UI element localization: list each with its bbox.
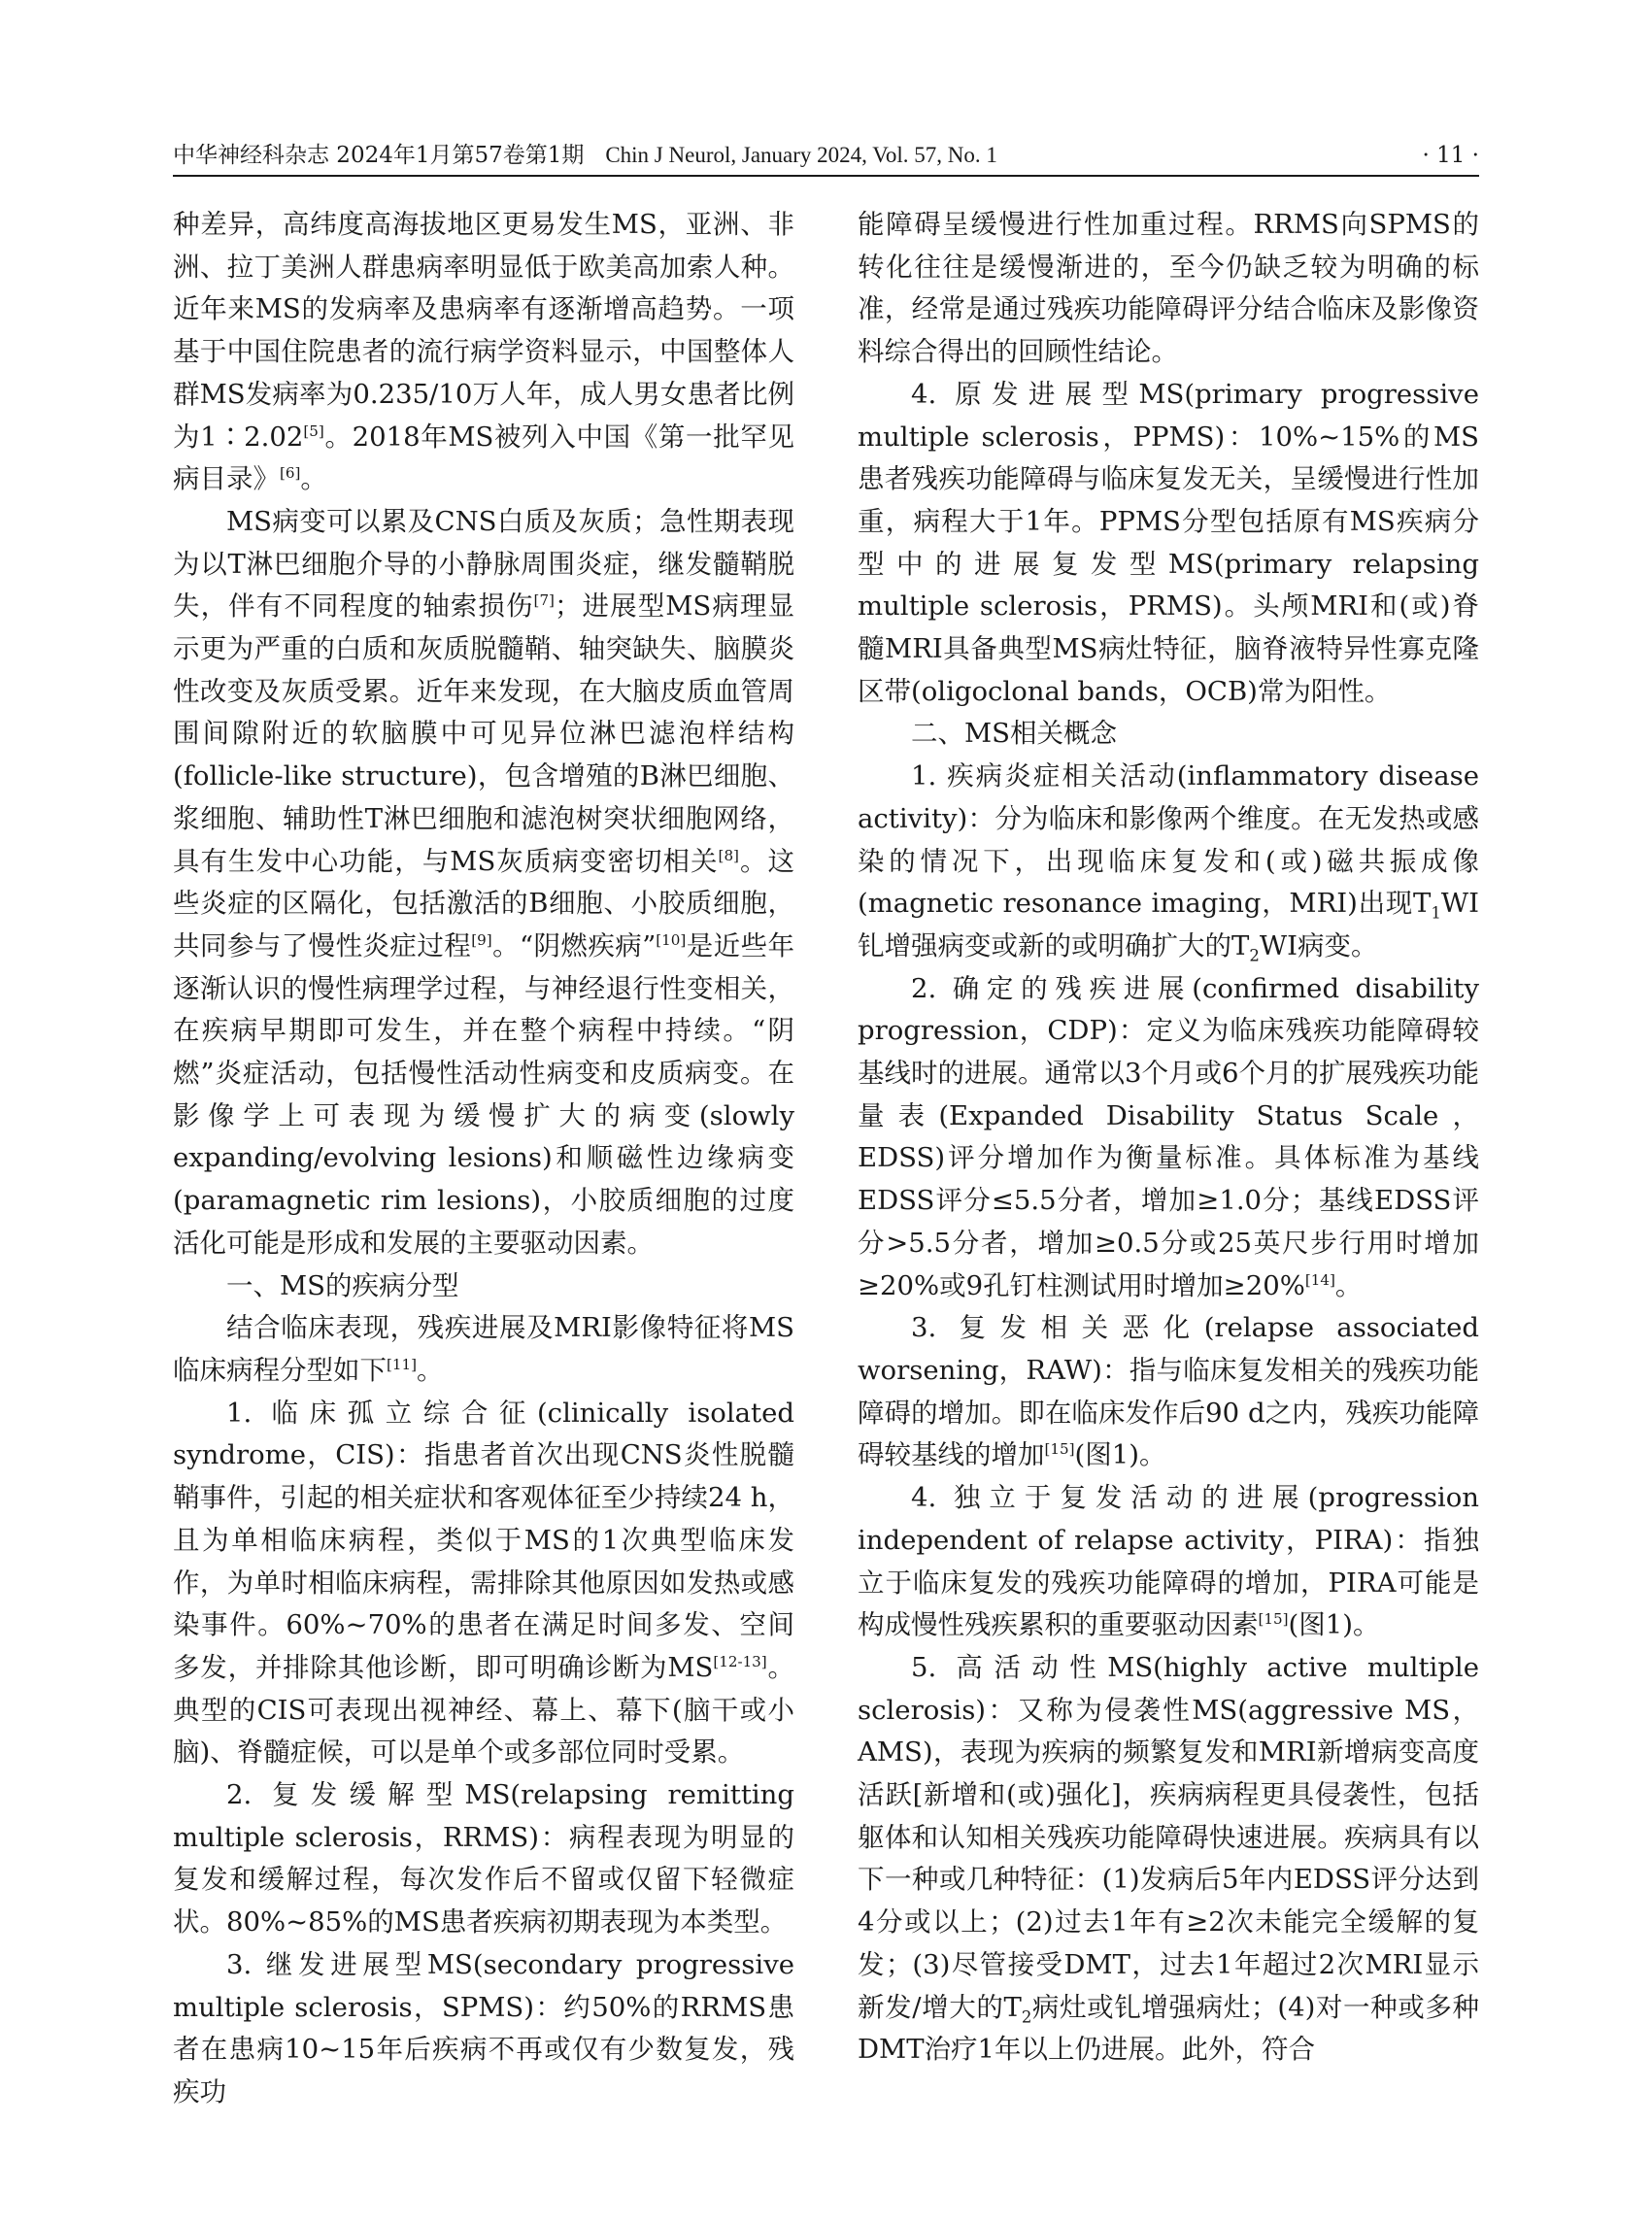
- citation: [15]: [1258, 1610, 1289, 1629]
- paragraph: [173, 1393, 794, 1774]
- text-run: 1. 临床孤立综合征(clinically isolated syndrome，CIS)：指患者首次出现CNS炎性脱髓鞘事件，引起的相关症状和客观体征至少持续24 h，且为单相临床病程，类似于MS的1次典型临床发作，为单时相临床病程，需排除其他原因如发热或感染事件。60%~70%的患者在满足时间多发、空间多发，并排除其他诊断，即可明确诊断为MS: [173, 1397, 794, 1683]
- paragraph: [858, 1477, 1479, 1647]
- citation: [6]: [280, 464, 301, 483]
- paragraph: [173, 501, 794, 1265]
- paragraph: [858, 1307, 1479, 1477]
- paragraph: [173, 1307, 794, 1392]
- text-run: 5. 高活动性MS(highly active multiple sclerosis)：又称为侵袭性MS(aggressive MS，AMS)，表现为疾病的频繁复发和MRI新增病变高度活跃[新增和(或)强化]，疾病病程更具侵袭性，包括躯体和认知相关残疾功能障碍快速进展。疾病具有以下一种或几种特征：(1)发病后5年内EDSS评分达到4分或以上；(2)过去1年有≥2次未能完全缓解的复发；(3)尽管接受DMT，过去1年超过2次MRI显示新发/增大的T: [858, 1651, 1479, 2023]
- running-header: [173, 136, 1479, 175]
- citation: [11]: [387, 1355, 418, 1373]
- text-run: 4. 独立于复发活动的进展(progression independent of relapse activity，PIRA)：指独立于临床复发的残疾功能障碍的增加，PIRA可能是构成慢性残疾累积的重要驱动因素: [858, 1482, 1479, 1641]
- header-journal-cn: 中华神经科杂志 2024年1月第57卷第1期: [173, 143, 585, 168]
- citation: [7]: [533, 591, 555, 610]
- text-run: MS病变可以累及CNS白质及灰质；急性期表现为以T淋巴细胞介导的小静脉周围炎症，继发髓鞘脱失，伴有不同程度的轴索损伤: [173, 505, 794, 623]
- text-run: 3. 复发相关恶化(relapse associated worsening，RAW)：指与临床复发相关的残疾功能障碍的增加。即在临床发作后90 d之内，残疾功能障碍较基线的增加: [858, 1312, 1479, 1471]
- text-run: (图1)。: [1074, 1439, 1166, 1471]
- text-run: (图1)。: [1288, 1609, 1380, 1641]
- left-column: [173, 204, 794, 2114]
- text-run: 。典型的CIS可表现出视神经、幕上、幕下(脑干或小脑)、脊髓症候，可以是单个或多部位同时受累。: [173, 1651, 794, 1769]
- subscript: 2: [1021, 2007, 1032, 2027]
- citation: [9]: [471, 930, 492, 949]
- header-journal-info: [173, 136, 997, 175]
- right-column: [858, 204, 1479, 2114]
- subscript: 1: [1431, 903, 1441, 923]
- paragraph: [173, 204, 794, 501]
- citation: [14]: [1304, 1270, 1335, 1289]
- text-run: 种差异，高纬度高海拔地区更易发生MS，亚洲、非洲、拉丁美洲人群患病率明显低于欧美高加索人种。近年来MS的发病率及患病率有逐渐增高趋势。一项基于中国住院患者的流行病学资料显示，中国整体人群MS发病率为0.235/10万人年，成人男女患者比例为1∶2.02: [173, 209, 794, 453]
- header-journal-en: Chin J Neurol, January 2024, Vol. 57, No. 1: [605, 143, 997, 167]
- paragraph: [858, 1647, 1479, 2072]
- text-run: 。“阴燃疾病”: [491, 929, 657, 961]
- paragraph: [858, 968, 1479, 1308]
- text-run: 是近些年逐渐认识的慢性病理学过程，与神经退行性变相关，在疾病早期即可发生，并在整个病程中持续。“阴燃”炎症活动，包括慢性活动性病变和皮质病变。在影像学上可表现为缓慢扩大的病变(slowly expanding/evolving lesions)和顺磁性边缘病变(paramagnetic rim lesions)，小胶质细胞的过度活化可能是形成和发展的主要驱动因素。: [173, 929, 795, 1259]
- text-run: 。: [300, 463, 327, 495]
- header-divider: [173, 175, 1479, 177]
- section-heading: 一、MS的疾病分型: [226, 1269, 459, 1301]
- citation: [8]: [718, 846, 739, 864]
- citation: [15]: [1044, 1440, 1075, 1459]
- text-run: 。: [1334, 1269, 1363, 1301]
- header-page-number: · 11 ·: [1422, 143, 1479, 168]
- text-run: 结合临床表现，残疾进展及MRI影像特征将MS临床病程分型如下: [173, 1312, 794, 1386]
- citation: [12-13]: [713, 1652, 767, 1670]
- text-run: 。: [417, 1354, 444, 1386]
- citation: [10]: [656, 930, 687, 949]
- paragraph: 4. 原发进展型MS(primary progressive multiple sclerosis，PPMS)：10%~15%的MS患者残疾功能障碍与临床复发无关，呈缓慢进行性加重，病程大于1年。PPMS分型包括原有MS疾病分型中的进展复发型MS(primary relapsing multiple sclerosis，PRMS)。头颅MRI和(或)脊髓MRI具备典型MS病灶特征，脑脊液特异性寡克隆区带(oligoclonal bands，OCB)常为阳性。: [858, 378, 1479, 707]
- paragraph: 3. 继发进展型MS(secondary progressive multiple sclerosis，SPMS)：约50%的RRMS患者在患病10~15年后疾病不再或仅有少数复发，残疾功: [173, 1948, 794, 2107]
- text-run: 。这些炎症的区隔化，包括激活的B细胞、小胶质细胞，共同参与了慢性炎症过程: [173, 845, 795, 961]
- body-columns: [173, 204, 1479, 2114]
- paragraph: [858, 756, 1479, 968]
- text-run: WI病变。: [1259, 929, 1378, 961]
- citation: [5]: [303, 421, 324, 440]
- text-run: 。2018年MS被列入中国《第一批罕见病目录》: [173, 421, 795, 495]
- text-run: 1. 疾病炎症相关活动(inflammatory disease activity)：分为临床和影像两个维度。在无发热或感染的情况下，出现临床复发和(或)磁共振成像(magnetic resonance imaging，MRI)出现T: [858, 760, 1479, 920]
- subscript: 2: [1249, 946, 1260, 965]
- text-run: ；进展型MS病理显示更为严重的白质和灰质脱髓鞘、轴突缺失、脑膜炎性改变及灰质受累。近年来发现，在大脑皮质血管周围间隙附近的软脑膜中可见异位淋巴滤泡样结构(follicle-like structure)，包含增殖的B淋巴细胞、浆细胞、辅助性T淋巴细胞和滤泡树突状细胞网络，具有生发中心功能，与MS灰质病变密切相关: [173, 590, 795, 877]
- paragraph: 2. 复发缓解型MS(relapsing remitting multiple sclerosis，RRMS)：病程表现为明显的复发和缓解过程，每次发作后不留或仅留下轻微症状。80%~85%的MS患者疾病初期表现为本类型。: [173, 1779, 794, 1938]
- text-run: WI钆增强病变或新的或明确扩大的T: [858, 888, 1479, 961]
- text-run: 病灶或钆增强病灶；(4)对一种或多种DMT治疗1年以上仍进展。此外，符合: [858, 1991, 1480, 2066]
- text-run: 2. 确定的残疾进展(confirmed disability progression，CDP)：定义为临床残疾功能障碍较基线时的进展。通常以3个月或6个月的扩展残疾功能量表(Expanded Disability Status Scale，EDSS)评分增加作为衡量标准。具体标准为基线EDSS评分≤5.5分者，增加≥1.0分；基线EDSS评分>5.5分者，增加≥0.5分或25英尺步行用时增加≥20%或9孔钉柱测试用时增加≥20%: [858, 972, 1479, 1301]
- paragraph: 能障碍呈缓慢进行性加重过程。RRMS向SPMS的转化往往是缓慢渐进的，至今仍缺乏较为明确的标准，经常是通过残疾功能障碍评分结合临床及影像资料综合得出的回顾性结论。: [858, 209, 1479, 368]
- section-heading: 二、MS相关概念: [911, 718, 1117, 750]
